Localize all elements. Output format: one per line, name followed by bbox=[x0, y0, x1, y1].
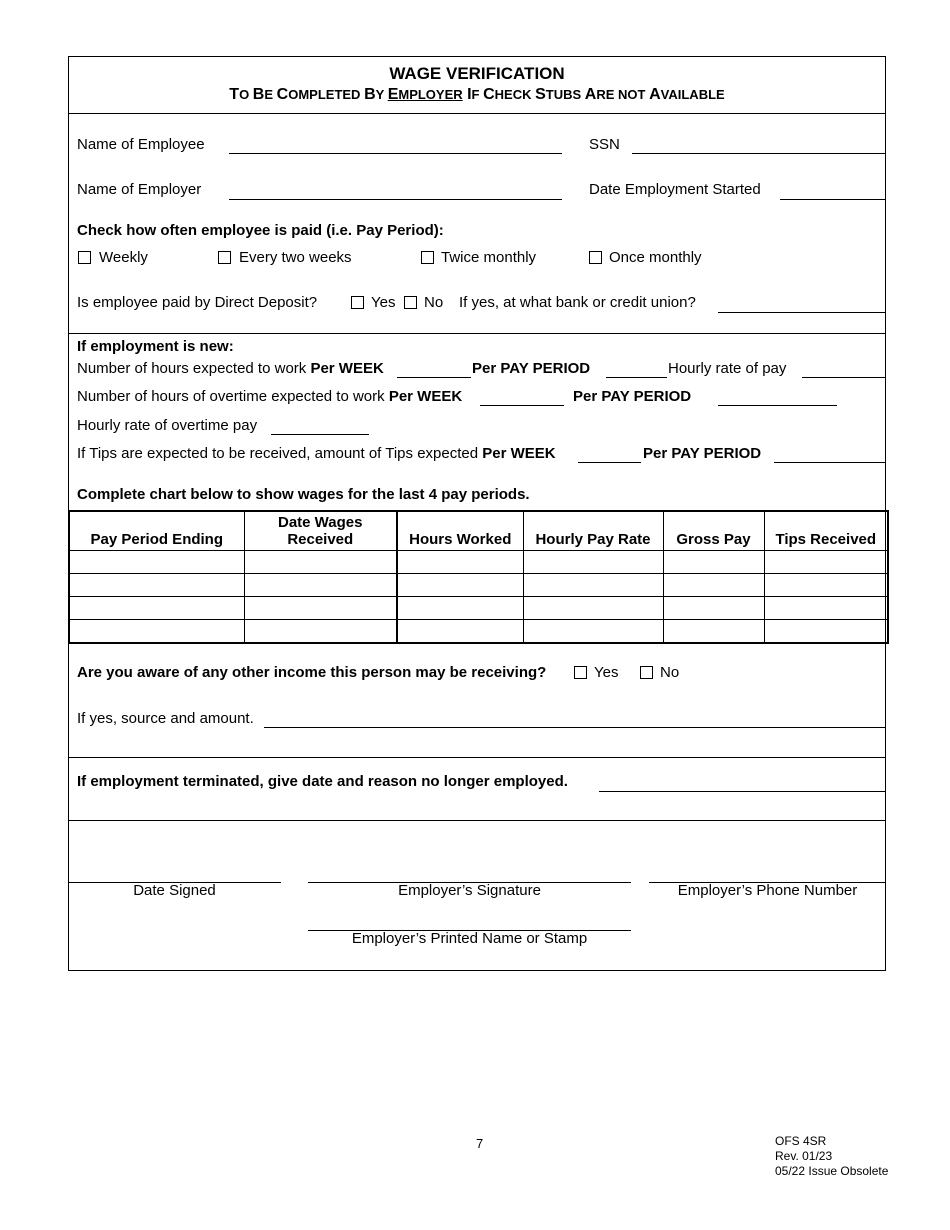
page-number: 7 bbox=[476, 1136, 484, 1151]
direct-deposit-no-label: No bbox=[424, 294, 444, 311]
ssn-field[interactable] bbox=[632, 153, 886, 154]
per-pay-period-label: Per PAY PERIOD bbox=[472, 360, 591, 377]
hours-per-week-field[interactable] bbox=[397, 377, 471, 378]
printed-name-label: Employer’s Printed Name or Stamp bbox=[351, 930, 588, 947]
form-subtitle: TO BE COMPLETED BY EMPLOYER IF CHECK STUBS ARE NOT AVAILABLE bbox=[229, 86, 725, 103]
tips-row: If Tips are expected to be received, amount of Tips expected Per WEEK bbox=[77, 445, 556, 462]
employer-name-label: Name of Employer bbox=[77, 181, 202, 198]
termination-field[interactable] bbox=[599, 791, 886, 792]
once-monthly-checkbox[interactable] bbox=[589, 251, 602, 264]
employee-name-field[interactable] bbox=[229, 153, 562, 154]
table-row bbox=[69, 551, 888, 574]
tips-per-pay-period-label: Per PAY PERIOD bbox=[643, 445, 762, 462]
table-cell[interactable] bbox=[663, 620, 764, 644]
bank-field[interactable] bbox=[718, 312, 886, 313]
form-title: WAGE VERIFICATION bbox=[389, 64, 565, 83]
tips-per-pay-period-field[interactable] bbox=[774, 462, 886, 463]
weekly-checkbox[interactable] bbox=[78, 251, 91, 264]
wages-table bbox=[68, 510, 889, 644]
table-cell[interactable] bbox=[397, 574, 523, 597]
table-cell[interactable] bbox=[764, 574, 888, 597]
new-employment-heading: If employment is new: bbox=[77, 338, 234, 355]
form-id: OFS 4SR bbox=[775, 1134, 827, 1148]
every-two-weeks-checkbox[interactable] bbox=[218, 251, 231, 264]
termination-label: If employment terminated, give date and reason no longer employed. bbox=[77, 773, 568, 790]
hourly-rate-field[interactable] bbox=[802, 377, 886, 378]
table-row bbox=[69, 597, 888, 620]
other-income-yes-checkbox[interactable] bbox=[574, 666, 587, 679]
overtime-per-week-field[interactable] bbox=[480, 405, 564, 406]
column-header: Tips Received bbox=[764, 511, 888, 551]
divider bbox=[68, 333, 886, 334]
overtime-row: Number of hours of overtime expected to work Per WEEK bbox=[77, 388, 463, 405]
table-cell[interactable] bbox=[244, 551, 397, 574]
table-cell[interactable] bbox=[663, 551, 764, 574]
date-signed-label: Date Signed bbox=[133, 882, 216, 899]
table-cell[interactable] bbox=[69, 597, 244, 620]
other-income-question: Are you aware of any other income this person may be receiving? bbox=[77, 664, 547, 681]
employer-phone-label: Employer’s Phone Number bbox=[677, 882, 858, 899]
employer-name-field[interactable] bbox=[229, 199, 562, 200]
source-amount-label: If yes, source and amount. bbox=[77, 710, 254, 727]
other-income-no-label: No bbox=[660, 664, 680, 681]
table-cell[interactable] bbox=[523, 551, 663, 574]
once-monthly-label: Once monthly bbox=[609, 249, 702, 266]
obsolete-notice: 05/22 Issue Obsolete bbox=[775, 1164, 889, 1178]
table-cell[interactable] bbox=[523, 597, 663, 620]
twice-monthly-checkbox[interactable] bbox=[421, 251, 434, 264]
direct-deposit-question: Is employee paid by Direct Deposit? bbox=[77, 294, 318, 311]
table-cell[interactable] bbox=[69, 551, 244, 574]
table-header-row bbox=[69, 511, 888, 551]
overtime-rate-label: Hourly rate of overtime pay bbox=[77, 417, 258, 434]
weekly-label: Weekly bbox=[99, 249, 148, 266]
bank-prompt: If yes, at what bank or credit union? bbox=[459, 294, 696, 311]
table-cell[interactable] bbox=[663, 574, 764, 597]
table-row bbox=[69, 574, 888, 597]
employer-signature-label: Employer’s Signature bbox=[398, 882, 541, 899]
column-header: Pay Period Ending bbox=[69, 511, 244, 551]
date-started-label: Date Employment Started bbox=[589, 181, 761, 198]
table-row bbox=[69, 620, 888, 644]
tips-per-week-field[interactable] bbox=[578, 462, 641, 463]
direct-deposit-yes-checkbox[interactable] bbox=[351, 296, 364, 309]
twice-monthly-label: Twice monthly bbox=[441, 249, 537, 266]
table-cell[interactable] bbox=[244, 620, 397, 644]
table-cell[interactable] bbox=[244, 597, 397, 620]
pay-period-prompt: Check how often employee is paid (i.e. Pay Period): bbox=[77, 222, 444, 239]
date-started-field[interactable] bbox=[780, 199, 886, 200]
source-amount-field[interactable] bbox=[264, 727, 886, 728]
revision: Rev. 01/23 bbox=[775, 1149, 833, 1163]
overtime-rate-field[interactable] bbox=[271, 434, 369, 435]
column-header: Hours Worked bbox=[397, 511, 523, 551]
divider bbox=[68, 757, 886, 758]
column-header: Hourly Pay Rate bbox=[523, 511, 663, 551]
table-cell[interactable] bbox=[764, 620, 888, 644]
form-id-block bbox=[775, 1134, 888, 1179]
hourly-rate-label: Hourly rate of pay bbox=[668, 360, 787, 377]
table-cell[interactable] bbox=[69, 620, 244, 644]
table-cell[interactable] bbox=[397, 551, 523, 574]
table-cell[interactable] bbox=[764, 597, 888, 620]
column-header: Gross Pay bbox=[663, 511, 764, 551]
table-cell[interactable] bbox=[523, 620, 663, 644]
direct-deposit-no-checkbox[interactable] bbox=[404, 296, 417, 309]
table-cell[interactable] bbox=[69, 574, 244, 597]
hours-per-pay-period-field[interactable] bbox=[606, 377, 667, 378]
table-cell[interactable] bbox=[523, 574, 663, 597]
chart-instructions: Complete chart below to show wages for the last 4 pay periods. bbox=[77, 486, 530, 503]
hours-row: Number of hours expected to work Per WEEK bbox=[77, 360, 384, 377]
column-header: Date Wages Received bbox=[244, 511, 397, 551]
table-cell[interactable] bbox=[764, 551, 888, 574]
direct-deposit-yes-label: Yes bbox=[371, 294, 396, 311]
other-income-no-checkbox[interactable] bbox=[640, 666, 653, 679]
every-two-weeks-label: Every two weeks bbox=[239, 249, 352, 266]
table-cell[interactable] bbox=[663, 597, 764, 620]
table-cell[interactable] bbox=[397, 597, 523, 620]
ssn-label: SSN bbox=[589, 136, 620, 153]
divider bbox=[68, 820, 886, 821]
table-cell[interactable] bbox=[397, 620, 523, 644]
table-cell[interactable] bbox=[244, 574, 397, 597]
employee-name-label: Name of Employee bbox=[77, 136, 205, 153]
overtime-per-pay-period-label: Per PAY PERIOD bbox=[573, 388, 692, 405]
divider bbox=[68, 113, 886, 114]
overtime-per-pay-period-field[interactable] bbox=[718, 405, 837, 406]
other-income-yes-label: Yes bbox=[594, 664, 619, 681]
